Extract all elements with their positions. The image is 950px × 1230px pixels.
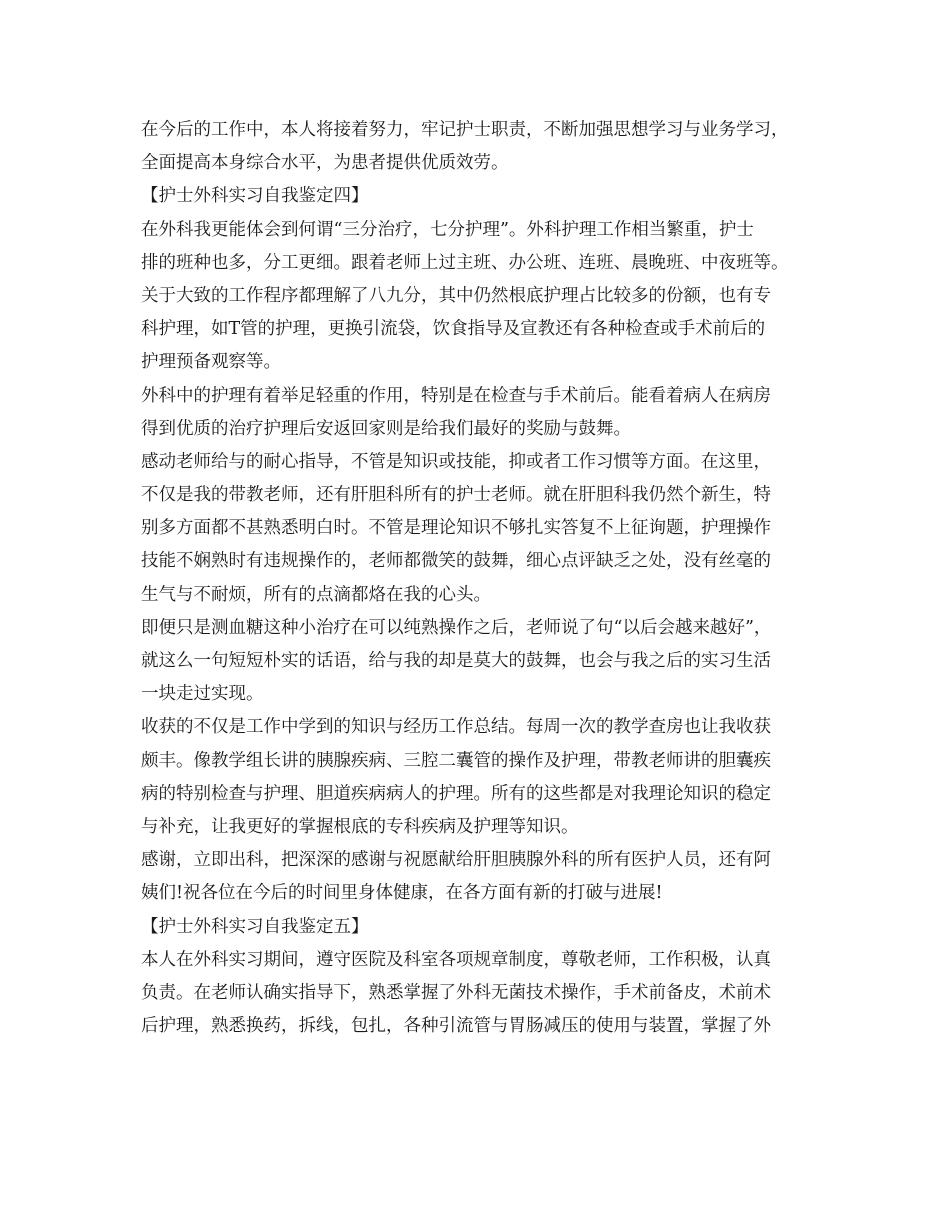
paragraph-line: 别多方面都不甚熟悉明白时。不管是理论知识不够扎实答复不上征询题，护理操作 [141,518,771,539]
paragraph-line: 负责。在老师认确实指导下，熟悉掌握了外科无菌技术操作，手术前备皮，术前术 [141,982,771,1003]
paragraph-line: 后护理，熟悉换药，拆线，包扎，各种引流管与胃肠减压的使用与装置，掌握了外 [141,1016,771,1037]
paragraph-line: 在今后的工作中，本人将接着努力，牢记护士职责，不断加强思想学习与业务学习， [141,120,789,140]
paragraph-line: 排的班种也多，分工更细。跟着老师上过主班、办公班、连班、晨晚班、中夜班等。 [141,252,789,273]
paragraph-line: 不仅是我的带教老师，还有肝胆科所有的护士老师。就在肝胆科我仍然个新生，特 [141,485,771,506]
section-heading: 【护士外科实习自我鉴定四】 [141,186,369,207]
paragraph-line: 与补充，让我更好的掌握根底的专科疾病及护理等知识。 [141,816,579,837]
paragraph-line: 得到优质的治疗护理后安返回家则是给我们最好的奖励与鼓舞。 [141,418,631,439]
paragraph-line: 关于大致的工作程序都理解了八九分，其中仍然根底护理占比较多的份额，也有专 [141,285,771,306]
paragraph-line: 在外科我更能体会到何谓“三分治疗，七分护理”。外科护理工作相当繁重，护士 [141,219,754,240]
paragraph-line: 本人在外科实习期间，遵守医院及科室各项规章制度，尊敬老师，工作积极，认真 [141,949,771,970]
paragraph-line: 感动老师给与的耐心指导，不管是知识或技能，抑或者工作习惯等方面。在这里， [141,451,771,472]
paragraph-line: 外科中的护理有着举足轻重的作用，特别是在检查与手术前后。能看着病人在病房 [141,385,771,406]
paragraph-line: 生气与不耐烦，所有的点滴都烙在我的心头。 [141,584,491,605]
paragraph-line: 颇丰。像教学组长讲的胰腺疾病、三腔二囊管的操作及护理，带教老师讲的胆囊疾 [141,750,771,771]
section-heading: 【护士外科实习自我鉴定五】 [141,916,369,937]
paragraph-line: 即便只是测血糖这种小治疗在可以纯熟操作之后，老师说了句“以后会越来越好”， [141,617,772,638]
paragraph-line: 一块走过实现。 [141,684,264,705]
paragraph-line: 科护理，如T管的护理，更换引流袋，饮食指导及宣教还有各种检查或手术前后的 [141,319,766,340]
paragraph-line: 技能不娴熟时有违规操作的，老师都微笑的鼓舞，细心点评缺乏之处，没有丝毫的 [141,551,771,572]
paragraph-line: 感谢，立即出科，把深深的感谢与祝愿献给肝胆胰腺外科的所有医护人员，还有阿 [141,850,771,871]
document-body [141,114,831,1043]
paragraph-line: 病的特别检查与护理、胆道疾病病人的护理。所有的这些都是对我理论知识的稳定 [141,783,771,804]
paragraph-line: 收获的不仅是工作中学到的知识与经历工作总结。每周一次的教学查房也让我收获 [141,717,771,738]
paragraph-line: 护理预备观察等。 [141,352,281,373]
paragraph-line: 姨们!祝各位在今后的时间里身体健康，在各方面有新的打破与进展! [141,883,663,904]
paragraph-line: 就这么一句短短朴实的话语，给与我的却是莫大的鼓舞，也会与我之后的实习生活 [141,651,771,671]
paragraph-line: 全面提高本身综合水平，为患者提供优质效劳。 [141,153,509,174]
